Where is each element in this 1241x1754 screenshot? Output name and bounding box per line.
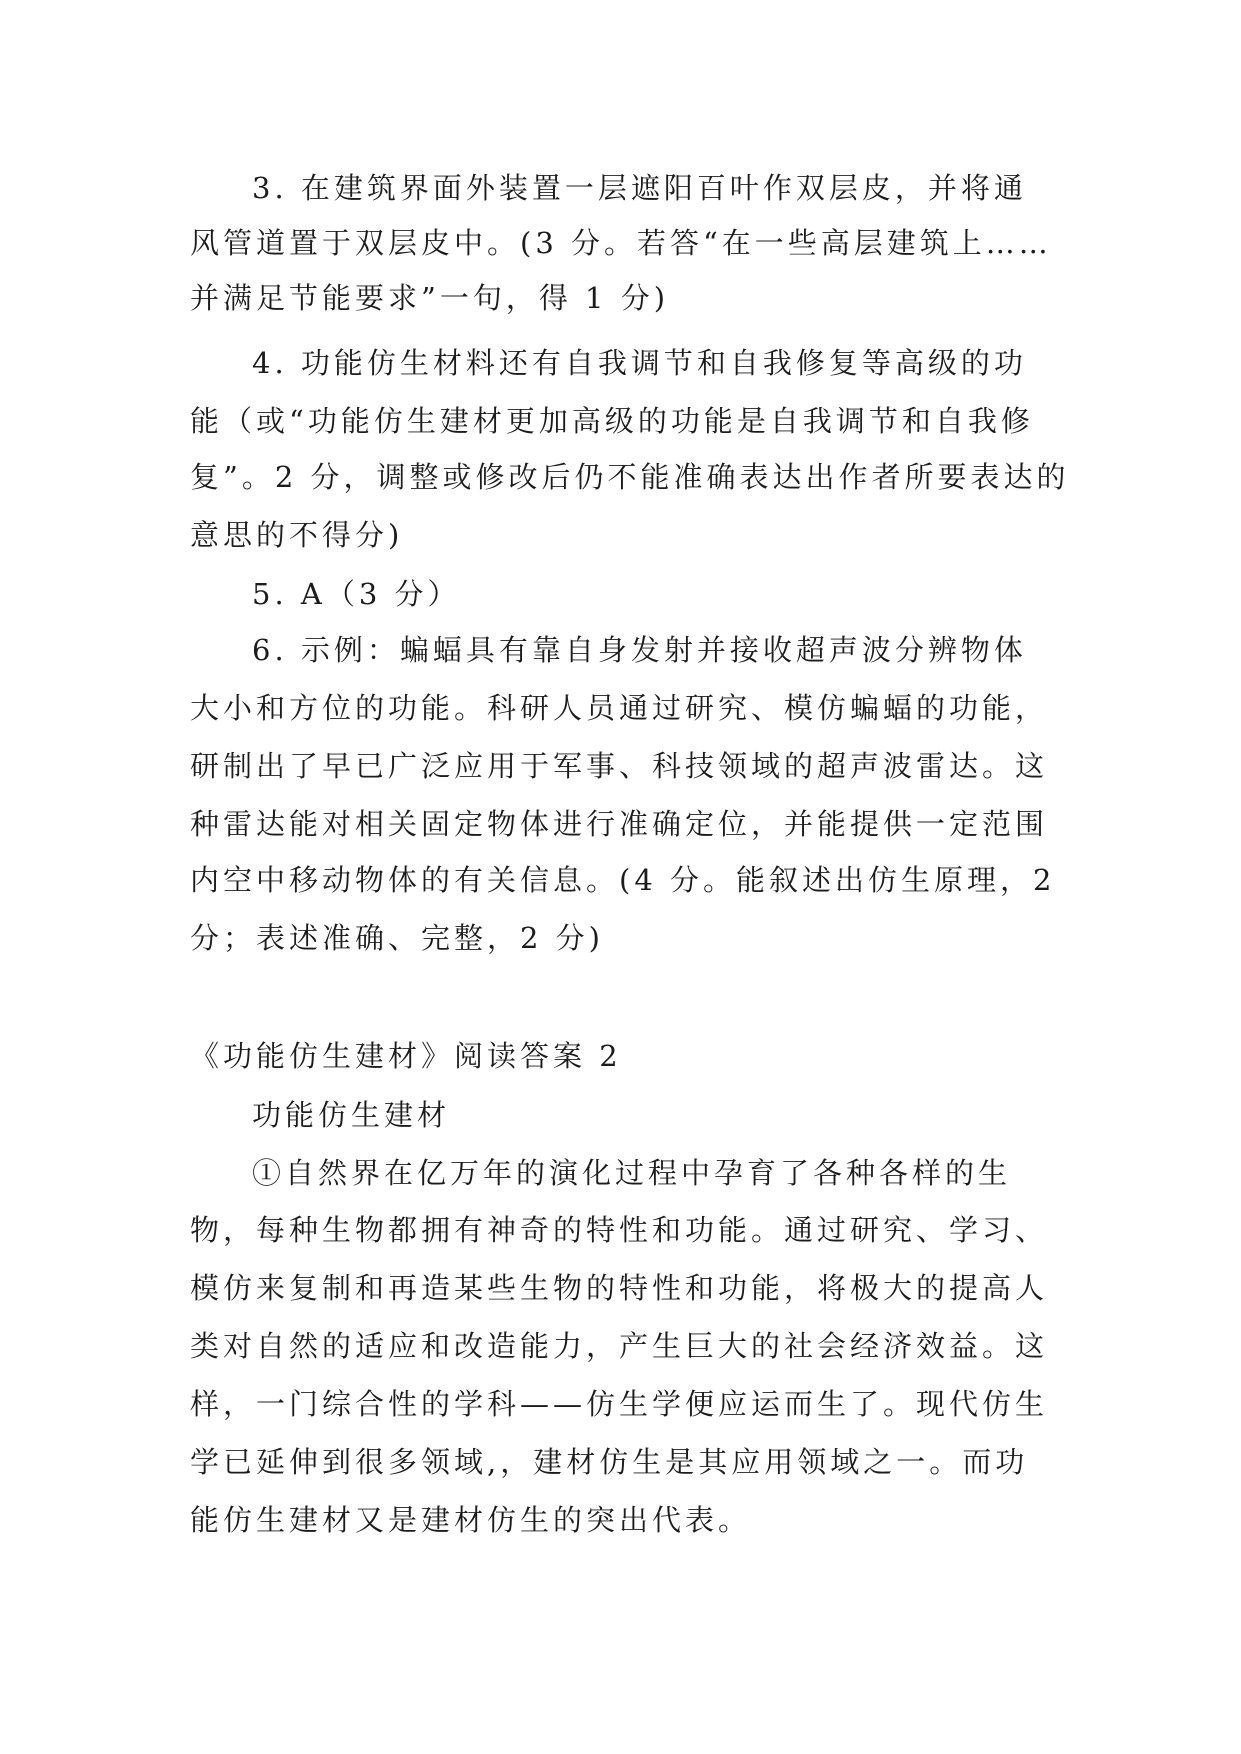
paragraph1-line-6: 学已延伸到很多领域,，建材仿生是其应用领域之一。而功: [190, 1445, 1029, 1479]
paragraph1-line-4: 类对自然的适应和改造能力，产生巨大的社会经济效益。这: [190, 1329, 1049, 1363]
q6-line-5: 内空中移动物体的有关信息。(4 分。能叙述出仿生原理，2: [190, 863, 1056, 897]
q6-line-2: 大小和方位的功能。科研人员通过研究、模仿蝙蝠的功能，: [190, 691, 1049, 725]
paragraph1-line-7: 能仿生建材又是建材仿生的突出代表。: [190, 1503, 752, 1537]
paragraph1-line-5: 样，一门综合性的学科——仿生学便应运而生了。现代仿生: [190, 1387, 1049, 1421]
q3-line-1: 3. 在建筑界面外装置一层遮阳百叶作双层皮，并将通: [252, 171, 1027, 205]
q3-line-2: 风管道置于双层皮中。(3 分。若答“在一些高层建筑上……: [190, 226, 1052, 260]
q4-line-4: 意思的不得分): [190, 518, 404, 552]
q4-line-3: 复”。2 分，调整或修改后仍不能准确表达出作者所要表达的: [190, 460, 1070, 494]
q5-line-1: 5. A（3 分）: [252, 577, 461, 611]
q3-line-3: 并满足节能要求”一句，得 1 分): [190, 281, 670, 315]
q6-line-4: 种雷达能对相关固定物体进行准确定位，并能提供一定范围: [190, 807, 1049, 841]
section-heading: 《功能仿生建材》阅读答案 2: [190, 1039, 622, 1073]
q4-line-2: 能（或“功能仿生建材更加高级的功能是自我调节和自我修: [190, 404, 1034, 438]
q6-line-3: 研制出了早已广泛应用于军事、科技领域的超声波雷达。这: [190, 749, 1049, 783]
q6-line-1: 6. 示例：蝙蝠具有靠自身发射并接收超声波分辨物体: [252, 633, 1027, 667]
article-title: 功能仿生建材: [252, 1098, 451, 1132]
paragraph1-line-1: ①自然界在亿万年的演化过程中孕育了各种各样的生: [252, 1156, 1012, 1190]
paragraph1-line-3: 模仿来复制和再造某些生物的特性和功能，将极大的提高人: [190, 1271, 1049, 1305]
q6-line-6: 分；表述准确、完整，2 分): [190, 921, 604, 955]
q4-line-1: 4. 功能仿生材料还有自我调节和自我修复等高级的功: [252, 346, 1027, 380]
paragraph1-line-2: 物，每种生物都拥有神奇的特性和功能。通过研究、学习、: [190, 1213, 1049, 1247]
